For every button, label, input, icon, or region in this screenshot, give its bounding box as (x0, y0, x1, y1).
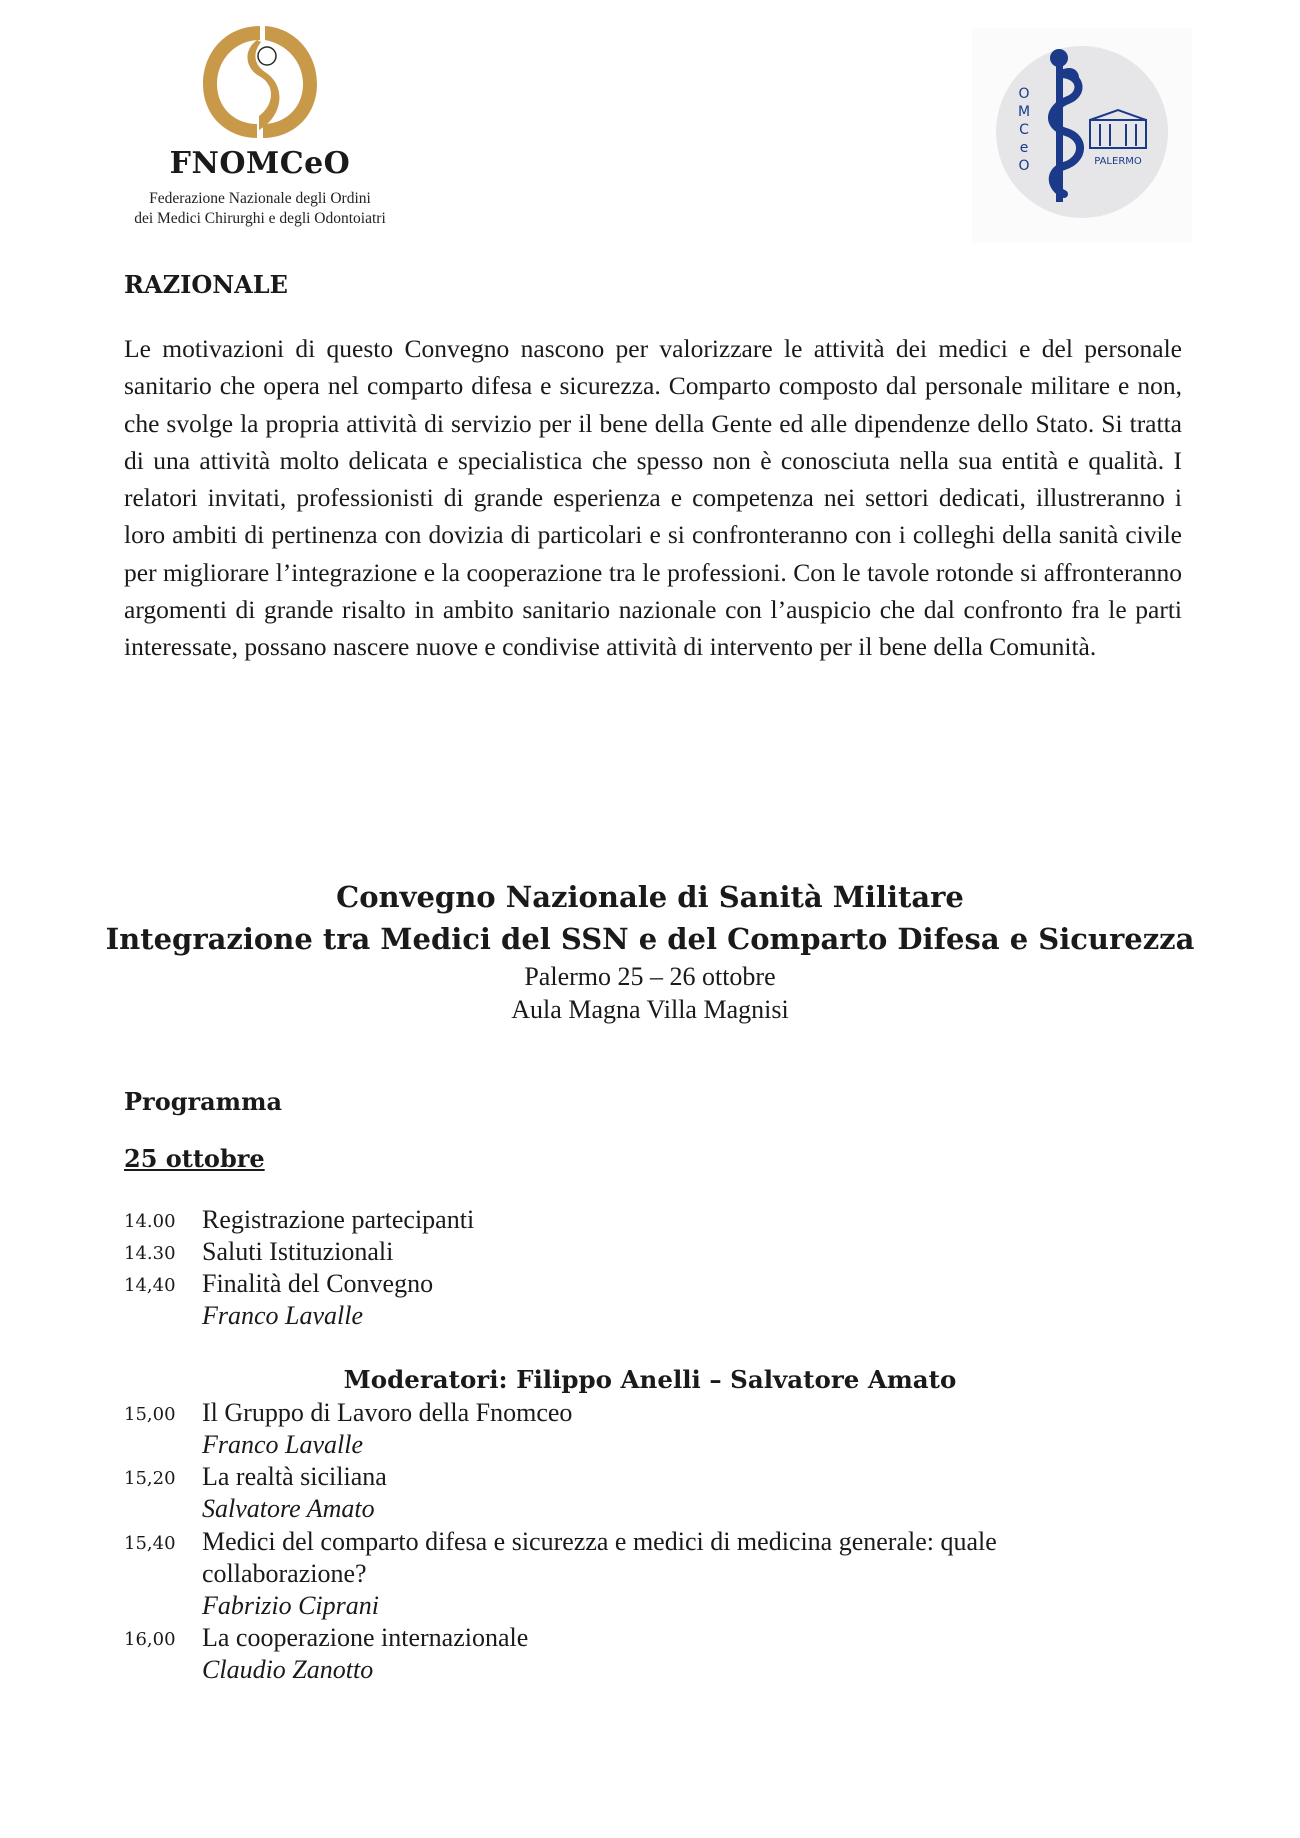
schedule-speaker-row (124, 1430, 1184, 1462)
svg-text:e: e (1019, 140, 1029, 156)
schedule-time: 14,40 (124, 1275, 176, 1296)
schedule-title: Saluti Istituzionali (202, 1237, 394, 1266)
schedule-time: 16,00 (124, 1629, 176, 1650)
schedule-speaker-row (124, 1301, 1184, 1333)
schedule-row (124, 1462, 1184, 1494)
schedule-title: La cooperazione internazionale (202, 1623, 529, 1652)
schedule-title: Registrazione partecipanti (202, 1205, 475, 1234)
conference-venue: Aula Magna Villa Magnisi (511, 995, 789, 1024)
schedule-speaker: Fabrizio Ciprani (202, 1591, 379, 1620)
org-subtitle-line2: dei Medici Chirurghi e degli Odontoiatri (134, 210, 386, 227)
schedule-time: 15,40 (124, 1533, 176, 1554)
schedule-speaker: Franco Lavalle (202, 1301, 364, 1330)
org-name: FNOMCeO (169, 146, 351, 181)
svg-text:O: O (1018, 86, 1030, 102)
schedule-speaker-row (124, 1494, 1184, 1526)
conference-title: Convegno Nazionale di Sanità Militare (336, 880, 964, 914)
schedule-row (124, 1237, 1184, 1269)
schedule-speaker: Salvatore Amato (202, 1494, 375, 1523)
schedule-speaker-row (124, 1591, 1184, 1623)
schedule-speaker: Claudio Zanotto (202, 1655, 374, 1684)
svg-text:M: M (1017, 104, 1031, 120)
svg-text:O: O (1018, 158, 1030, 174)
schedule-row (124, 1269, 1184, 1301)
razionale-heading: RAZIONALE (124, 270, 288, 299)
moderators-heading: Moderatori: Filippo Anelli – Salvatore Amato (343, 1365, 957, 1394)
schedule-time: 15,20 (124, 1468, 176, 1489)
schedule-title: Medici del comparto difesa e sicurezza e medici di medicina generale: quale (202, 1527, 997, 1556)
schedule-row (124, 1205, 1184, 1237)
omceo-caduceus-icon (972, 28, 1192, 243)
schedule-row (124, 1527, 1184, 1559)
conference-dates: Palermo 25 – 26 ottobre (524, 962, 776, 991)
schedule-row (124, 1623, 1184, 1655)
svg-text:C: C (1019, 122, 1029, 138)
schedule-speaker-row (124, 1655, 1184, 1687)
org-subtitle-line1: Federazione Nazionale degli Ordini (149, 190, 371, 207)
schedule-title: La realtà siciliana (202, 1462, 387, 1491)
schedule-speaker: Franco Lavalle (202, 1430, 364, 1459)
omceo-palermo-logo (972, 28, 1192, 243)
schedule-time: 15,00 (124, 1404, 176, 1425)
svg-text:PALERMO: PALERMO (1094, 156, 1142, 167)
schedule-time: 14.00 (124, 1211, 176, 1232)
razionale-paragraph: Le motivazioni di questo Convegno nascono per valorizzare le attività dei medici e del personale sanitario che opera nel comparto difesa e sicurezza. Comparto composto dal personale militare e non, che svolge la propria attività di servizio per il bene della Gente ed alle dipendenze dello Stato. Si tratta di una attività molto delicata e specialistica che spesso non è conosciuta nella sua entità e qualità. I relatori invitati, professionisti di grande esperienza e competenza nei settori dedicati, illustreranno i loro ambiti di pertinenza con dovizia di particolari e si confronteranno con i colleghi della sanità civile per migliorare l’integrazione e la cooperazione tra le professioni. Con le tavole rotonde si affronteranno argomenti di grande risalto in ambito sanitario nazionale con l’auspicio che dal confronto fra le parti interessate, possano nascere nuove e condivise attività di intervento per il bene della Comunità. (124, 334, 1182, 662)
schedule-title: Il Gruppo di Lavoro della Fnomceo (202, 1398, 573, 1427)
fnomceo-logo (120, 20, 400, 229)
programma-heading: Programma (124, 1087, 283, 1116)
schedule-title-continuation: collaborazione? (202, 1559, 367, 1588)
schedule-row-continuation (124, 1559, 1184, 1591)
fnomceo-emblem-icon (195, 20, 325, 144)
schedule-row (124, 1398, 1184, 1430)
day-heading: 25 ottobre (124, 1144, 265, 1173)
schedule-title: Finalità del Convegno (202, 1269, 434, 1298)
schedule-time: 14.30 (124, 1243, 176, 1264)
conference-subtitle: Integrazione tra Medici del SSN e del Comparto Difesa e Sicurezza (105, 922, 1195, 956)
